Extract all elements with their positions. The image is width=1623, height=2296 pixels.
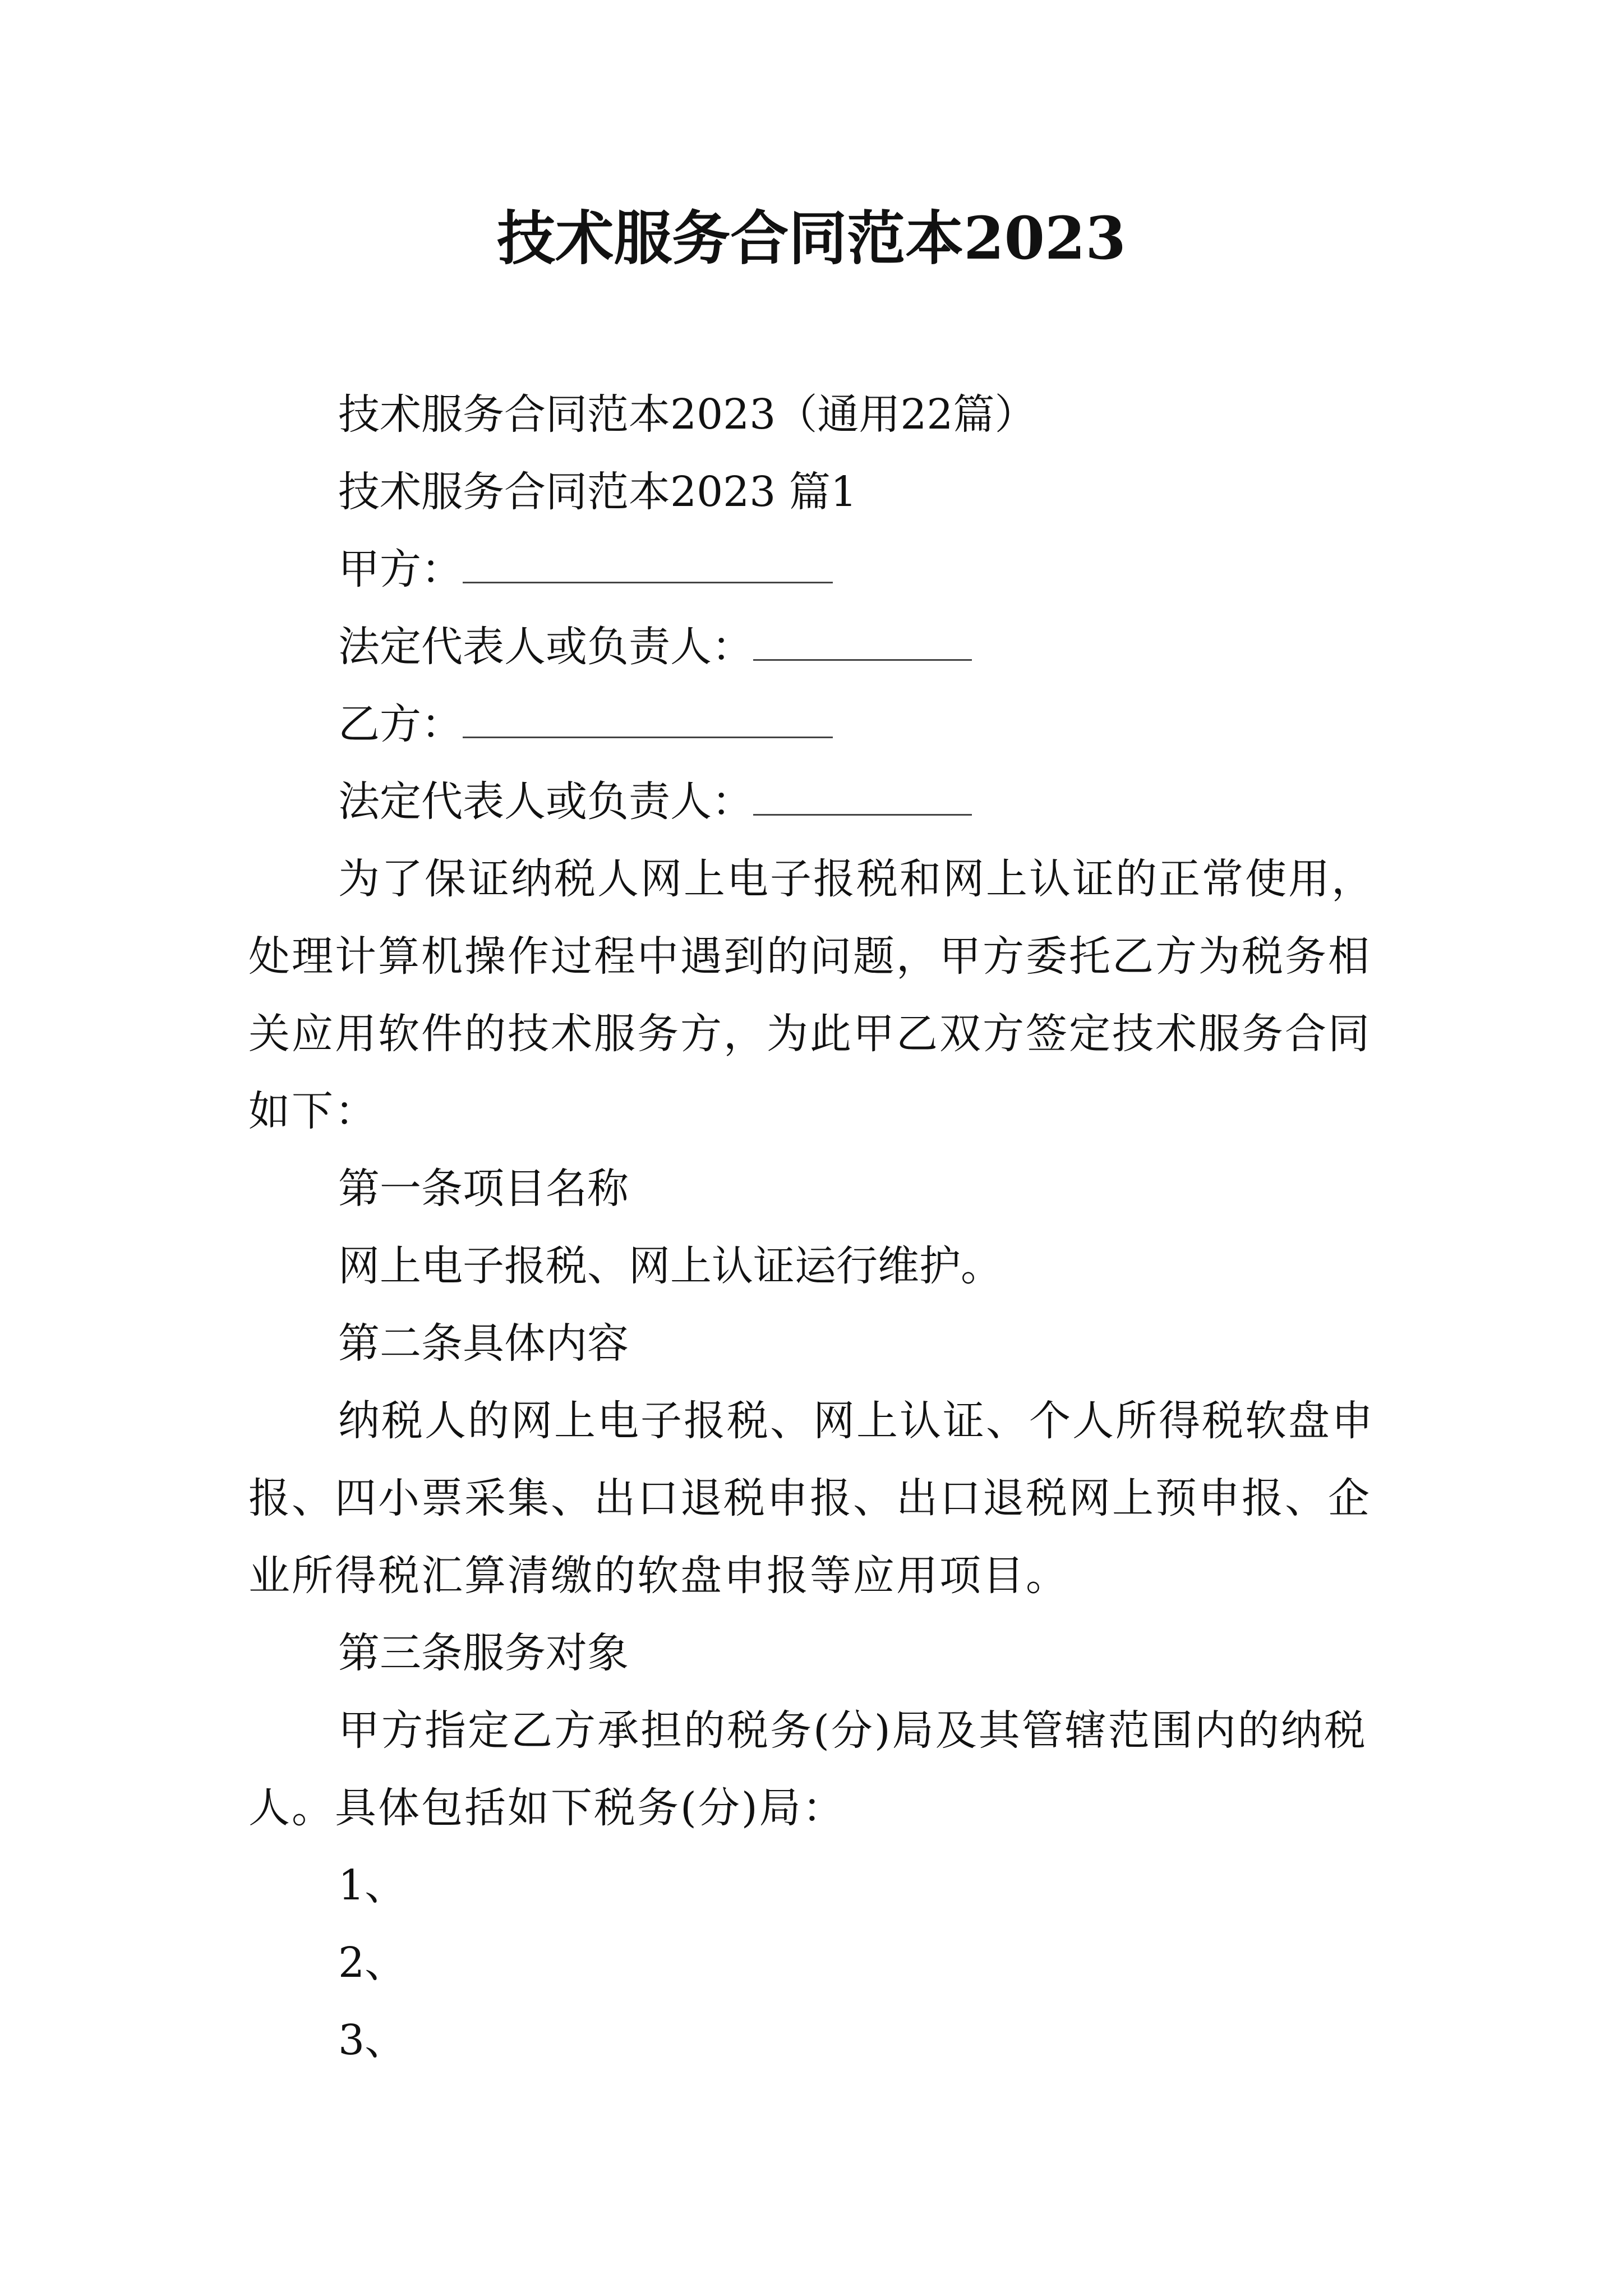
party-b-label: 乙方： xyxy=(338,700,463,748)
section-heading: 技术服务合同范本2023 篇1 xyxy=(338,468,857,516)
article-3-text: 甲方指定乙方承担的税务(分)局及其管辖范围内的纳税人。具体包括如下税务(分)局： xyxy=(248,1706,1367,1832)
intro-paragraph: 为了保证纳税人网上电子报税和网上认证的正常使用，处理计算机操作过程中遇到的问题，甲方委托乙方为税务相关应用软件的技术服务方，为此甲乙双方签定技术服务合同如下： xyxy=(248,855,1375,1135)
legal-rep-a-field xyxy=(248,608,1398,685)
list-item: 3、 xyxy=(338,2016,407,2064)
document-title: 技术服务合同范本2023 xyxy=(497,204,1126,273)
legal-rep-a-blank xyxy=(753,625,972,661)
article-2-title: 第二条具体内容 xyxy=(338,1319,629,1368)
legal-rep-b-blank xyxy=(753,780,972,816)
subtitle-line: 技术服务合同范本2023（通用22篇） xyxy=(338,390,1036,439)
party-b-blank xyxy=(463,703,833,738)
article-1-text: 网上电子报税、网上认证运行维护。 xyxy=(338,1242,1002,1290)
article-1-title: 第一条项目名称 xyxy=(338,1165,629,1213)
legal-rep-a-label: 法定代表人或负责人： xyxy=(338,623,753,671)
list-item: 2、 xyxy=(338,1939,407,1987)
list-item: 1、 xyxy=(338,1861,407,1910)
party-a-blank xyxy=(463,548,833,583)
party-a-label: 甲方： xyxy=(338,545,463,593)
party-b-field xyxy=(248,685,1398,763)
article-2-text: 纳税人的网上电子报税、网上认证、个人所得税软盘申报、四小票采集、出口退税申报、出口退税网上预申报、企业所得税汇算清缴的软盘申报等应用项目。 xyxy=(248,1397,1375,1600)
document-body xyxy=(248,376,1398,2079)
article-3-title: 第三条服务对象 xyxy=(338,1629,629,1677)
legal-rep-b-label: 法定代表人或负责人： xyxy=(338,777,753,826)
legal-rep-b-field xyxy=(248,763,1398,840)
party-a-field xyxy=(248,531,1398,608)
